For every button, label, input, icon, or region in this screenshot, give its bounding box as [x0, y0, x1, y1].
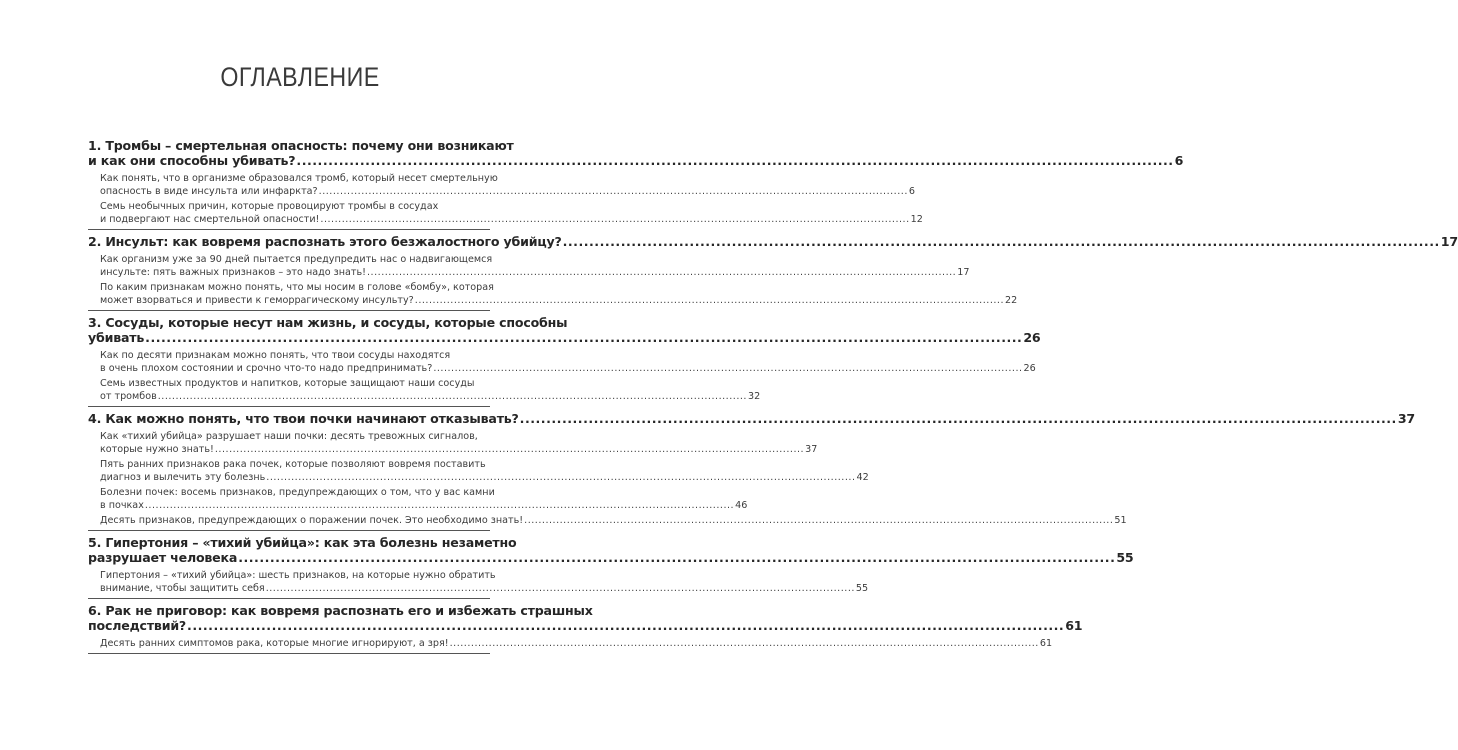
subentry-text-line: Как «тихий убийца» разрушает наши почки: десять тревожных сигналов, — [100, 431, 478, 442]
toc-chapter — [88, 234, 1458, 311]
chapter-title-line: Гипертония – «тихий убийца»: как эта болезнь незаметно — [105, 535, 517, 550]
toc-subentry[interactable] — [88, 200, 923, 226]
dot-leader — [433, 363, 1022, 374]
chapter-heading[interactable] — [88, 138, 1184, 168]
toc-chapter — [88, 603, 1083, 654]
chapter-page-number: 61 — [1065, 618, 1083, 633]
subentry-text-line: диагноз и вылечить эту болезнь — [100, 472, 266, 483]
subentry-text-line: Как организм уже за 90 дней пытается предупредить нас о надвигающемся — [100, 254, 493, 265]
chapter-title-line: Рак не приговор: как вовремя распознать его и избежать страшных — [105, 603, 593, 618]
dot-leader — [145, 330, 1022, 345]
chapter-number: 1. — [88, 138, 102, 153]
toc-subentry[interactable] — [88, 430, 818, 456]
chapter-heading[interactable] — [88, 535, 1134, 565]
subentry-text-line: в почках — [100, 500, 144, 511]
subentry-text-line: Как по десяти признакам можно понять, что твои сосуды находятся — [100, 350, 451, 361]
chapter-number: 5. — [88, 535, 102, 550]
toc-subentry[interactable] — [88, 637, 1053, 650]
page-title: ОГЛАВЛЕНИЕ — [220, 62, 380, 92]
chapter-title-line: Сосуды, которые несут нам жизнь, и сосуды, которые способны — [105, 315, 568, 330]
subentry-text-line: Десять ранних симптомов рака, которые многие игнорируют, а зря! — [100, 638, 449, 649]
subentry-page-number: 37 — [805, 444, 818, 455]
subentry-text-line: По каким признакам можно понять, что мы носим в голове «бомбу», которая — [100, 282, 494, 293]
dot-leader — [450, 638, 1039, 649]
chapter-page-number: 26 — [1023, 330, 1041, 345]
toc-chapter — [88, 315, 1041, 407]
dot-leader — [319, 186, 908, 197]
toc-subentry[interactable] — [88, 486, 748, 512]
subentry-text-line: от тромбов — [100, 391, 157, 402]
chapter-title-line: Как можно понять, что твои почки начинают отказывать? — [105, 411, 519, 426]
subentry-text-line: и подвергают нас смертельной опасности! — [100, 214, 320, 225]
subentry-text-line: Гипертония – «тихий убийца»: шесть признаков, на которые нужно обратить — [100, 570, 496, 581]
chapter-number: 3. — [88, 315, 102, 330]
toc-subentry[interactable] — [88, 253, 970, 279]
chapter-heading[interactable] — [88, 315, 1041, 345]
dot-leader — [187, 618, 1064, 633]
toc-subentry[interactable] — [88, 377, 761, 403]
toc-chapter — [88, 411, 1415, 531]
dot-leader — [296, 153, 1173, 168]
toc-subentry[interactable] — [88, 514, 1127, 527]
subentry-text-line: Семь известных продуктов и напитков, которые защищают наши сосуды — [100, 378, 475, 389]
chapter-number: 6. — [88, 603, 102, 618]
chapter-title-line: и как они способны убивать? — [88, 153, 296, 168]
dot-leader — [320, 214, 909, 225]
toc-chapter — [88, 138, 1184, 230]
subentry-text-line: Пять ранних признаков рака почек, которые позволяют вовремя поставить — [100, 459, 486, 470]
dot-leader — [520, 411, 1397, 426]
subentry-text-line: Болезни почек: восемь признаков, предупреждающих о том, что у вас камни — [100, 487, 495, 498]
subentry-text-line: Десять признаков, предупреждающих о поражении почек. Это необходимо знать! — [100, 515, 524, 526]
chapter-page-number: 55 — [1116, 550, 1134, 565]
subentry-text-line: может взорваться и привести к геморрагическому инсульту? — [100, 295, 414, 306]
chapter-number: 2. — [88, 234, 102, 249]
toc-subentry[interactable] — [88, 349, 1036, 375]
chapter-title-line: Инсульт: как вовремя распознать этого безжалостного убийцу? — [105, 234, 562, 249]
dot-leader — [415, 295, 1004, 306]
chapter-title-line: убивать — [88, 330, 145, 345]
chapter-heading[interactable] — [88, 234, 1458, 249]
subentry-page-number: 26 — [1023, 363, 1036, 374]
dot-leader — [367, 267, 956, 278]
dot-leader — [524, 515, 1113, 526]
dot-leader — [158, 391, 747, 402]
chapter-title-line: разрушает человека — [88, 550, 238, 565]
subentry-page-number: 42 — [856, 472, 869, 483]
toc-subentry[interactable] — [88, 569, 869, 595]
subentry-text-line: инсульте: пять важных признаков – это надо знать! — [100, 267, 366, 278]
subentry-page-number: 55 — [855, 583, 869, 594]
subentry-text-line: Как понять, что в организме образовался тромб, который несет смертельную — [100, 173, 498, 184]
subentry-text-line: внимание, чтобы защитить себя — [100, 583, 265, 594]
chapter-heading[interactable] — [88, 411, 1415, 426]
subentry-page-number: 22 — [1005, 295, 1018, 306]
subentry-text-line: в очень плохом состоянии и срочно что-то надо предпринимать? — [100, 363, 433, 374]
chapter-page-number: 37 — [1397, 411, 1415, 426]
toc-subentry[interactable] — [88, 458, 869, 484]
dot-leader — [266, 472, 855, 483]
subentry-text-line: Семь необычных причин, которые провоцируют тромбы в сосудах — [100, 201, 439, 212]
chapter-title-line: последствий? — [88, 618, 187, 633]
toc-chapter — [88, 535, 1134, 599]
dot-leader — [215, 444, 804, 455]
subentry-text-line: которые нужно знать! — [100, 444, 214, 455]
dot-leader — [145, 500, 734, 511]
dot-leader — [563, 234, 1440, 249]
chapter-page-number: 6 — [1174, 153, 1184, 168]
toc-subentry[interactable] — [88, 172, 915, 198]
subentry-page-number: 17 — [957, 267, 970, 278]
subentry-page-number: 51 — [1114, 515, 1127, 526]
subentry-page-number: 46 — [735, 500, 748, 511]
chapter-page-number: 17 — [1440, 234, 1458, 249]
chapter-title-line: Тромбы – смертельная опасность: почему они возникают — [105, 138, 514, 153]
table-of-contents — [88, 138, 1458, 654]
chapter-heading[interactable] — [88, 603, 1083, 633]
subentry-page-number: 12 — [910, 214, 923, 225]
subentry-page-number: 32 — [747, 391, 761, 402]
subentry-text-line: опасность в виде инсульта или инфаркта? — [100, 186, 318, 197]
dot-leader — [266, 583, 855, 594]
dot-leader — [238, 550, 1115, 565]
toc-subentry[interactable] — [88, 281, 1018, 307]
chapter-number: 4. — [88, 411, 102, 426]
subentry-page-number: 6 — [908, 186, 915, 197]
subentry-page-number: 61 — [1039, 638, 1053, 649]
